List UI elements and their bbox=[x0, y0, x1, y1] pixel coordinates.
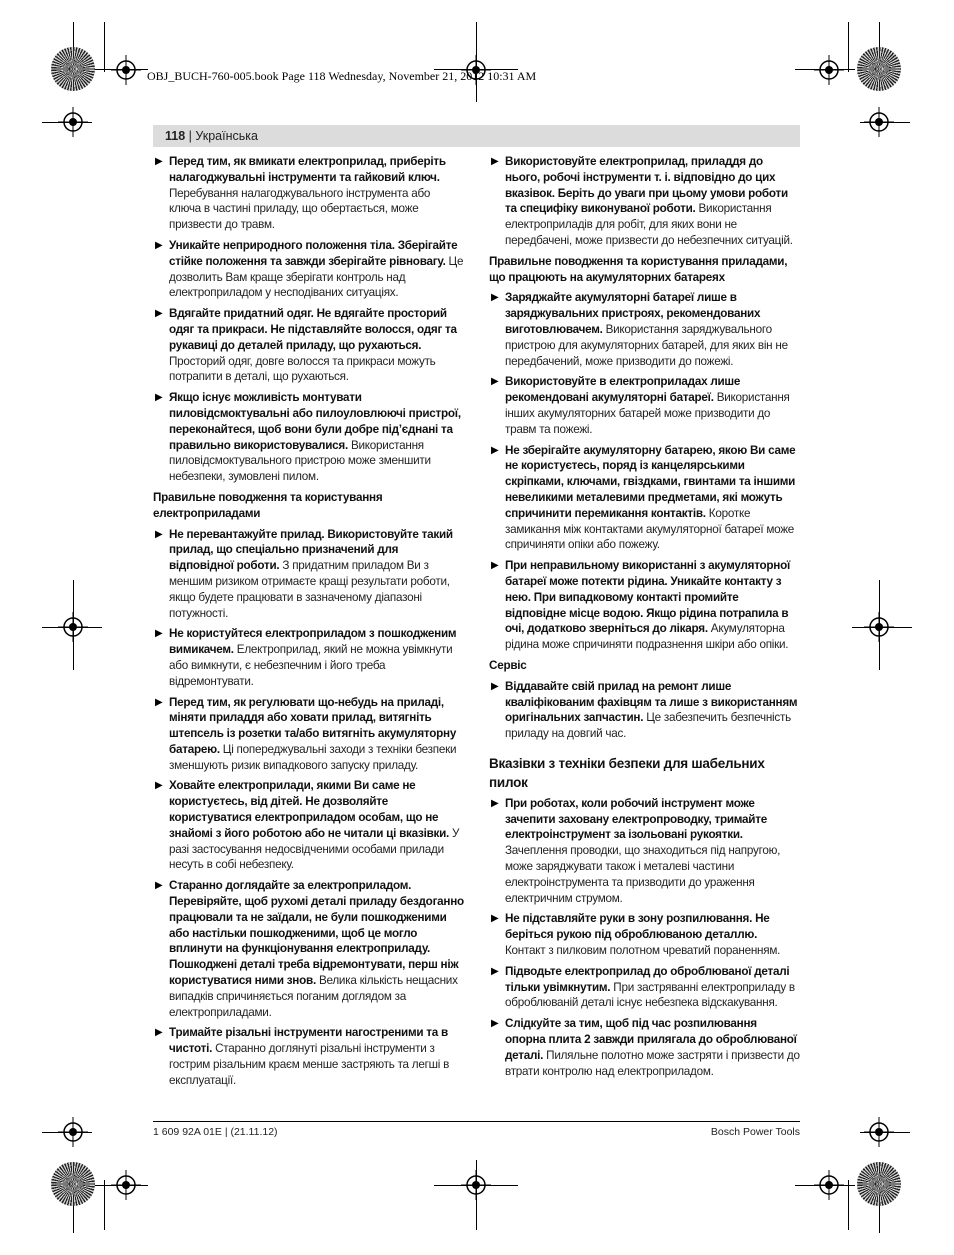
registration-mark-icon bbox=[58, 612, 88, 642]
safety-instruction bbox=[153, 1025, 464, 1088]
bullet-arrow-icon: ▶ bbox=[155, 156, 163, 167]
instruction-text: Це забезпечить безпечність приладу на довгий час. bbox=[505, 711, 791, 741]
print-header: OBJ_BUCH-760-005.book Page 118 Wednesday, November 21, 2012 10:31 AM bbox=[147, 69, 537, 83]
registration-mark-icon bbox=[864, 1117, 894, 1147]
bullet-arrow-icon: ▶ bbox=[491, 965, 499, 977]
right-column bbox=[489, 154, 800, 1084]
instruction-bold: Тримайте різальні інструменти нагостреними та в чистоті. bbox=[169, 1026, 448, 1056]
registration-mark-icon bbox=[814, 55, 844, 85]
instruction-text: При застряванні електроприладу в оброблюваній деталі існує небезпека відскакування. bbox=[505, 980, 795, 1010]
instruction-bold: При неправильному використанні з акумуляторної батареї може потекти рідина. Уникайте контакту з нею. При випадковому контакті промийте відповідне місце водою. Якщо рідина потрапила в очі, додатково зверніться до лікаря. bbox=[505, 559, 791, 636]
registration-mark-icon bbox=[111, 55, 141, 85]
instruction-bold: Вдягайте придатний одяг. Не вдягайте просторий одяг та прикраси. Не підставляйте волосся, одяг та рукавиці до деталей приладу, що рухаються. bbox=[169, 307, 457, 352]
instruction-text: Зачеплення проводки, що знаходиться під напругою, може заряджувати також і металеві частини електроінструмента та призводити до ураження електричним струмом. bbox=[505, 844, 781, 905]
bullet-arrow-icon: ▶ bbox=[491, 913, 499, 925]
bullet-arrow-icon: ▶ bbox=[491, 444, 499, 456]
safety-instruction bbox=[489, 154, 800, 249]
registration-mark-icon bbox=[58, 107, 88, 137]
instruction-bold: Старанно доглядайте за електроприладом. Перевіряйте, щоб рухомі деталі приладу бездоганно працювали та не заїдали, не були пошкодженими або настільки пошкодженими, щоб це могло вплинути на функціонування електроприладу. Пошкоджені деталі треба відремонтувати, перш ніж користуватися ними знов. bbox=[169, 879, 464, 988]
instruction-bold: Якщо існує можливість монтувати пиловідсмоктувальні або пилоуловлюючі пристрої, переконайтеся, щоб вони були добре під’єднані та правильно використовувалися. bbox=[169, 391, 461, 452]
bullet-arrow-icon: ▶ bbox=[155, 780, 163, 792]
registration-mark-icon bbox=[111, 1170, 141, 1200]
bullet-arrow-icon: ▶ bbox=[155, 696, 163, 708]
section-subheading: Правильне поводження та користування електроприладами bbox=[153, 490, 383, 520]
instruction-bold: Слідкуйте за тим, щоб під час розпилювання опорна плита 2 завжди прилягала до оброблюваної деталі. bbox=[505, 1017, 797, 1062]
color-target-icon bbox=[857, 47, 901, 91]
instruction-text: Використання інших акумуляторних батарей може призводити до травм та пожежі. bbox=[505, 391, 790, 436]
instruction-text: Ці попереджувальні заходи з техніки безпеки зменшують ризик випадкового запуску приладу. bbox=[169, 742, 457, 772]
bullet-arrow-icon: ▶ bbox=[491, 1018, 499, 1030]
bullet-arrow-icon: ▶ bbox=[491, 560, 499, 572]
bullet-arrow-icon: ▶ bbox=[155, 628, 163, 640]
footer-right: Bosch Power Tools bbox=[710, 1126, 800, 1138]
safety-instruction bbox=[153, 238, 464, 301]
safety-instruction bbox=[489, 796, 800, 907]
safety-instruction bbox=[489, 443, 800, 554]
instruction-bold: При роботах, коли робочий інструмент може зачепити заховану електропроводку, тримайте електроінструмент за ізольовані рукоятки. bbox=[505, 796, 767, 842]
instruction-text: Просторий одяг, довге волосся та прикраси можуть потрапити в деталі, що рухаються. bbox=[169, 354, 436, 384]
bullet-arrow-icon: ▶ bbox=[155, 239, 163, 251]
section-heading: Вказівки з техніки безпеки для шабельних пилок bbox=[489, 755, 765, 790]
bullet-arrow-icon: ▶ bbox=[155, 1027, 163, 1039]
instruction-text: Пиляльне полотно може застряти і призвести до втрати контролю над електроприладом. bbox=[505, 1048, 800, 1078]
bullet-arrow-icon: ▶ bbox=[491, 376, 499, 388]
instruction-bold: Ховайте електроприлади, якими Ви саме не користуєтесь, від дітей. Не дозволяйте користуватися електроприладом особам, що не знайомі з його роботою або не читали ці вказівки. bbox=[169, 779, 450, 840]
safety-instruction bbox=[489, 911, 800, 958]
bullet-arrow-icon: ▶ bbox=[491, 292, 499, 304]
safety-instruction bbox=[489, 558, 800, 653]
page-language: Українська bbox=[195, 129, 258, 143]
instruction-text: Використання заряджувального пристрою для акумуляторних батарей, для яких він не передбачений, може призводити до пожежі. bbox=[505, 322, 788, 368]
footer-rule bbox=[153, 1121, 800, 1122]
instruction-text: Акумуляторна рідина може спричиняти подразнення шкіри або опіки. bbox=[505, 622, 789, 652]
safety-instruction bbox=[153, 527, 464, 622]
instruction-bold: Уникайте неприродного положення тіла. Зберігайте стійке положення та завжди зберігайте рівновагу. bbox=[169, 238, 458, 268]
instruction-bold: Перед тим, як вмикати електроприлад, приберіть налагоджувальні інструменти та гайковий ключ. bbox=[169, 155, 446, 184]
color-target-icon bbox=[857, 1162, 901, 1206]
registration-mark-icon bbox=[864, 107, 894, 137]
instruction-text: Коротке замикання між контактами акумуляторної батареї може спричиняти опіки або пожежу. bbox=[505, 506, 795, 552]
registration-mark-icon bbox=[461, 1170, 491, 1200]
registration-mark-icon bbox=[814, 1170, 844, 1200]
registration-mark-icon bbox=[58, 1117, 88, 1147]
safety-instruction bbox=[153, 695, 464, 774]
page-header bbox=[165, 129, 258, 143]
instruction-text: Контакт з пилковим полотном чреватий пораненням. bbox=[505, 944, 781, 958]
footer-left: 1 609 92A 01E | (21.11.12) bbox=[153, 1126, 278, 1138]
safety-instruction bbox=[489, 679, 800, 742]
color-target-icon bbox=[51, 1162, 95, 1206]
safety-instruction bbox=[489, 290, 800, 369]
bullet-arrow-icon: ▶ bbox=[155, 308, 163, 320]
instruction-bold: Не користуйтеся електроприладом з пошкодженим вимикачем. bbox=[169, 627, 457, 657]
instruction-text: Використання пиловідсмоктувального пристрою може зменшити небезпеки, зумовлені пилом. bbox=[169, 438, 431, 484]
instruction-bold: Не зберігайте акумуляторну батарею, якою Ви саме не користуєтесь, поряд із канцелярськими скріпками, ключами, гвіздками, гвинтами та іншими невеликими металевими предметами, які можуть спричинити перемикання контактів. bbox=[505, 443, 796, 520]
instruction-bold: Віддавайте свій прилад на ремонт лише кваліфікованим фахівцям та лише з використанням оригінальних запчастин. bbox=[505, 679, 798, 725]
bullet-arrow-icon: ▶ bbox=[491, 156, 499, 167]
section-subheading: Сервіс bbox=[489, 658, 527, 672]
instruction-bold: Використовуйте електроприлад, приладдя до нього, робочі інструменти т. і. відповідно до цих вказівок. Беріть до уваги при цьому умови роботи та специфіку виконуваної роботи. bbox=[505, 155, 788, 216]
left-column bbox=[153, 154, 464, 1094]
instruction-bold: Не підставляйте руки в зону розпилювання. Не беріться рукою під оброблюваною деталлю. bbox=[505, 912, 770, 942]
bullet-arrow-icon: ▶ bbox=[155, 392, 163, 404]
instruction-text: У разі застосування недосвідченими особами прилади несуть в собі небезпеку. bbox=[169, 826, 460, 872]
safety-instruction bbox=[489, 964, 800, 1011]
section-subheading: Правильне поводження та користування приладами, що працюють на акумуляторних батареях bbox=[489, 254, 788, 284]
instruction-bold: Не перевантажуйте прилад. Використовуйте такий прилад, що спеціально призначений для відповідної роботи. bbox=[169, 527, 453, 573]
safety-instruction bbox=[153, 306, 464, 385]
bullet-arrow-icon: ▶ bbox=[155, 880, 163, 892]
registration-mark-icon bbox=[864, 612, 894, 642]
instruction-text: З придатним приладом Ви з меншим ризиком отримаєте кращі результати роботи, якщо будете працювати в зазначеному діапазоні потужності. bbox=[169, 559, 450, 620]
bullet-arrow-icon: ▶ bbox=[491, 797, 499, 809]
header-separator: | bbox=[185, 129, 196, 143]
safety-instruction bbox=[489, 1016, 800, 1079]
safety-instruction bbox=[153, 390, 464, 485]
safety-instruction bbox=[153, 154, 464, 233]
safety-instruction bbox=[489, 374, 800, 437]
instruction-text: Використання електроприладів для робіт, для яких вони не передбачені, може призвести до небезпечних ситуацій. bbox=[505, 202, 793, 247]
instruction-text: Старанно доглянуті різальні інструменти з гострим різальним краєм менше застряють та легші в експлуатації. bbox=[169, 1042, 450, 1087]
instruction-bold: Підводьте електроприлад до оброблюваної деталі тільки увімкнутим. bbox=[505, 964, 790, 994]
safety-instruction bbox=[153, 626, 464, 689]
color-target-icon bbox=[51, 47, 95, 91]
instruction-bold: Перед тим, як регулювати що-небудь на приладі, міняти приладдя або ховати прилад, витягніть штепсель із розетки та/або витягніть акумуляторну батарею. bbox=[169, 695, 457, 756]
safety-instruction bbox=[153, 778, 464, 873]
safety-instruction bbox=[153, 878, 464, 1020]
instruction-text: Це дозволить Вам краще зберігати контроль над електроприладом у несподіваних ситуаціях. bbox=[169, 254, 464, 300]
bullet-arrow-icon: ▶ bbox=[491, 680, 499, 692]
instruction-text: Перебування налагоджувального інструмента або ключа в частині приладу, що обертається, може призвести до травм. bbox=[169, 186, 431, 232]
bullet-arrow-icon: ▶ bbox=[155, 528, 163, 540]
page-number: 118 bbox=[165, 129, 186, 143]
instruction-text: Велика кількість нещасних випадків спричиняється поганим доглядом за електроприладами. bbox=[169, 974, 458, 1019]
instruction-bold: Використовуйте в електроприладах лише рекомендовані акумуляторні батареї. bbox=[505, 375, 741, 405]
instruction-text: Електроприлад, який не можна увімкнути або вимкнути, є небезпечним і його треба відремонтувати. bbox=[169, 643, 453, 688]
instruction-bold: Заряджайте акумуляторні батареї лише в заряджувальних пристроях, рекомендованих виготовлювачем. bbox=[505, 291, 761, 336]
